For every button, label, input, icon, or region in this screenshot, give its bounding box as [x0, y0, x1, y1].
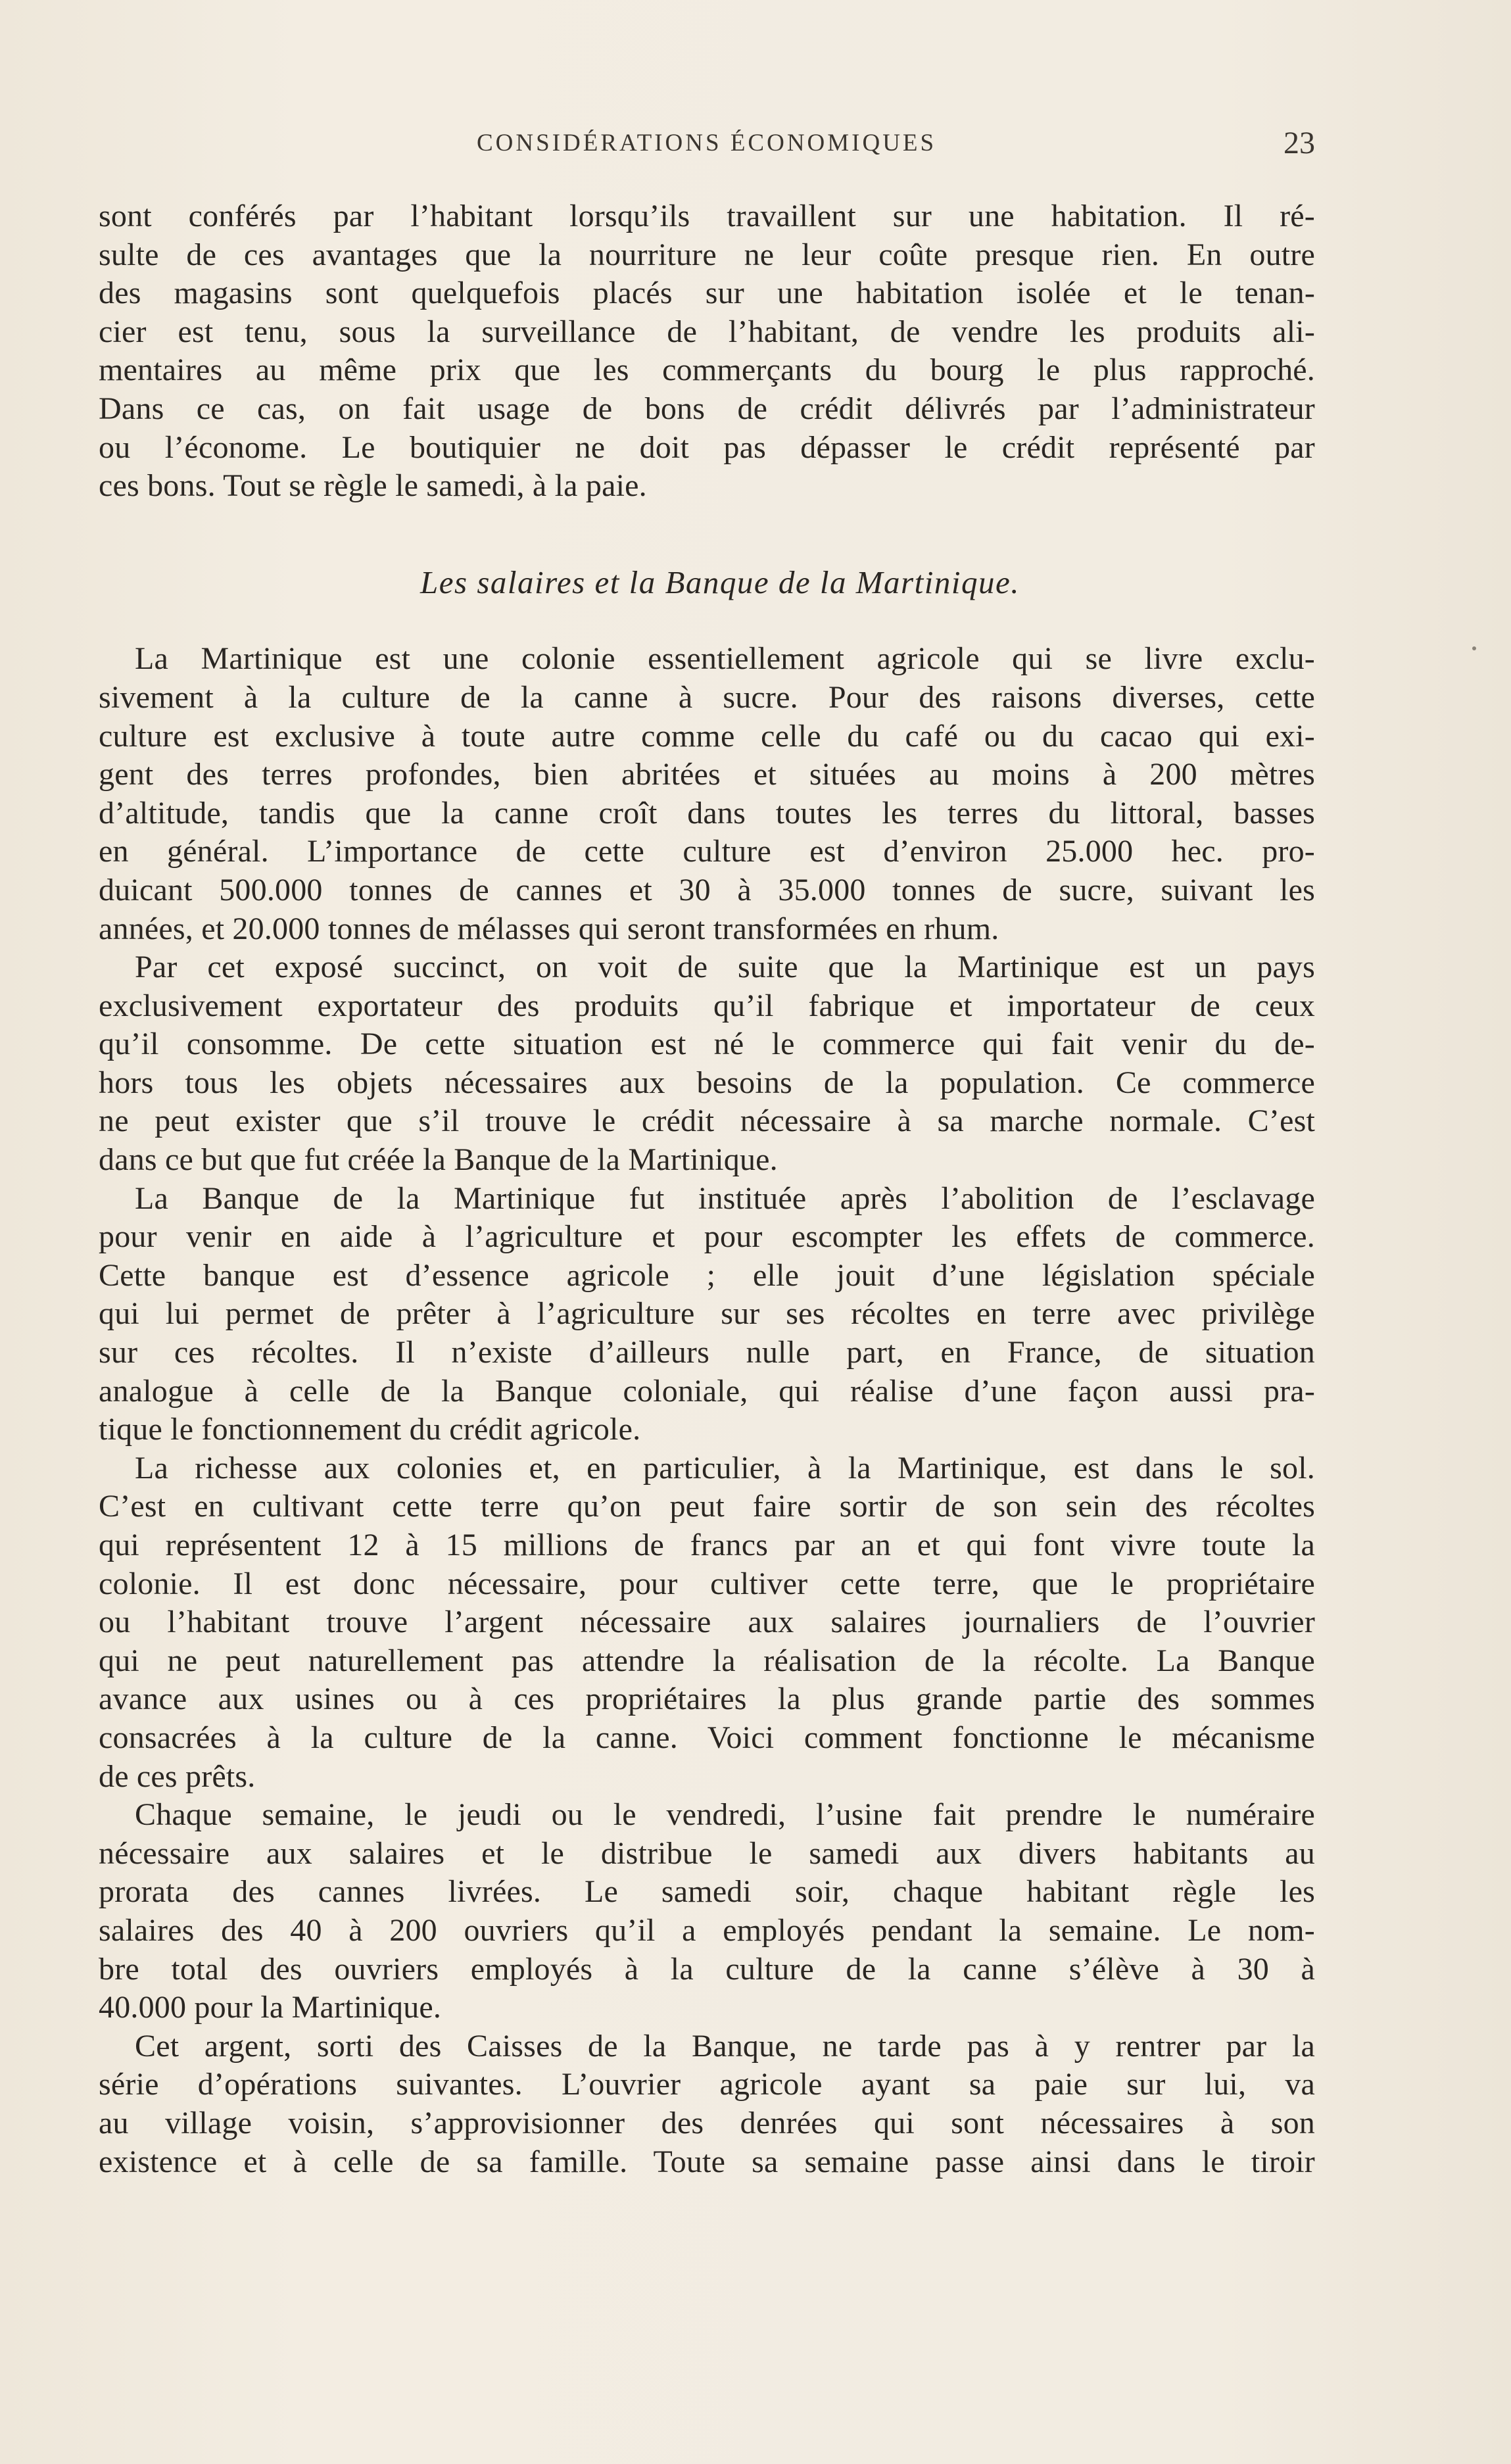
text-line: colonie. Il est donc nécessaire, pour cultiver cette terre, que le propriétaire	[99, 1566, 1315, 1601]
text-line: ou l’habitant trouve l’argent nécessaire aux salaires journaliers de l’ouvrier	[99, 1605, 1315, 1640]
paragraph-7	[99, 2027, 1315, 2181]
text-line: sivement à la culture de la canne à sucre. Pour des raisons diverses, cette	[99, 679, 1315, 715]
paragraph-6	[99, 1796, 1315, 2027]
running-title: CONSIDÉRATIONS ÉCONOMIQUES	[477, 130, 937, 157]
text-line: C’est en cultivant cette terre qu’on peut faire sortir de son sein des récoltes	[99, 1489, 1315, 1524]
text-line: nécessaire aux salaires et le distribue le samedi aux divers habitants au	[99, 1835, 1315, 1871]
text-line: Par cet exposé succinct, on voit de suite que la Martinique est un pays	[135, 950, 1315, 985]
text-line: en général. L’importance de cette culture est d’environ 25.000 hec. pro-	[99, 834, 1315, 869]
text-line: série d’opérations suivantes. L’ouvrier agricole ayant sa paie sur lui, va	[99, 2067, 1315, 2102]
text-line: hors tous les objets nécessaires aux besoins de la population. Ce commerce	[99, 1065, 1315, 1100]
text-line: ne peut exister que s’il trouve le crédit nécessaire à sa marche normale. C’est	[99, 1103, 1315, 1139]
text-line: qu’il consomme. De cette situation est né le commerce qui fait venir du de-	[99, 1027, 1315, 1062]
text-line: Chaque semaine, le jeudi ou le vendredi, l’usine fait prendre le numéraire	[135, 1797, 1315, 1833]
text-line: prorata des cannes livrées. Le samedi soir, chaque habitant règle les	[99, 1874, 1315, 1910]
text-line: Cette banque est d’essence agricole ; elle jouit d’une législation spéciale	[99, 1257, 1315, 1293]
text-line: Dans ce cas, on fait usage de bons de crédit délivrés par l’administrateur	[99, 391, 1315, 426]
text-line: des magasins sont quelquefois placés sur une habitation isolée et le tenan-	[99, 276, 1315, 311]
text-line: consacrées à la culture de la canne. Voici comment fonctionne le mécanisme	[99, 1720, 1315, 1755]
text-line: salaires des 40 à 200 ouvriers qu’il a employés pendant la semaine. Le nom-	[99, 1912, 1315, 1948]
section-title: Les salaires et la Banque de la Martinique.	[420, 564, 1020, 600]
text-line: qui lui permet de prêter à l’agriculture sur ses récoltes en terre avec privilège	[99, 1296, 1315, 1332]
text-line: mentaires au même prix que les commerçants du bourg le plus rapproché.	[99, 352, 1315, 388]
text-line: duicant 500.000 tonnes de cannes et 30 à 35.000 tonnes de sucre, suivant les	[99, 872, 1315, 907]
text-line: qui représentent 12 à 15 millions de francs par an et qui font vivre toute la	[99, 1528, 1315, 1562]
text-line: avance aux usines ou à ces propriétaires la plus grande partie des sommes	[99, 1681, 1315, 1717]
paragraph-2	[99, 640, 1315, 948]
text-line: gent des terres profondes, bien abritées et situées au moins à 200 mètres	[99, 757, 1315, 792]
text-line: dans ce but que fut créée la Banque de la Martinique.	[99, 1142, 778, 1178]
body-text	[99, 197, 1315, 2181]
text-line: de ces prêts.	[99, 1758, 256, 1794]
running-head	[99, 125, 1315, 164]
text-line: La Banque de la Martinique fut instituée après l’abolition de l’esclavage	[135, 1180, 1315, 1216]
paper-speck	[1472, 646, 1476, 650]
text-line: ces bons. Tout se règle le samedi, à la paie.	[99, 468, 647, 504]
text-line: sulte de ces avantages que la nourriture ne leur coûte presque rien. En outre	[99, 237, 1315, 272]
paragraph-5	[99, 1449, 1315, 1796]
paragraph-3	[99, 948, 1315, 1180]
text-line: sur ces récoltes. Il n’existe d’ailleurs nulle part, en France, de situation	[99, 1335, 1315, 1370]
text-line: analogue à celle de la Banque coloniale, qui réalise d’une façon aussi pra-	[99, 1373, 1315, 1409]
text-line: bre total des ouvriers employés à la culture de la canne s’élève à 30 à	[99, 1951, 1315, 1987]
text-line: pour venir en aide à l’agriculture et pour escompter les effets de commerce.	[99, 1219, 1315, 1255]
text-line: années, et 20.000 tonnes de mélasses qui seront transformées en rhum.	[99, 911, 999, 946]
text-line: ou l’économe. Le boutiquier ne doit pas dépasser le crédit représenté par	[99, 429, 1315, 465]
text-line: La Martinique est une colonie essentiellement agricole qui se livre exclu-	[135, 641, 1315, 677]
text-line: Cet argent, sorti des Caisses de la Banque, ne tarde pas à y rentrer par la	[135, 2028, 1315, 2064]
text-line: 40.000 pour la Martinique.	[99, 1990, 442, 2025]
text-line: au village voisin, s’approvisionner des denrées qui sont nécessaires à son	[99, 2105, 1315, 2140]
text-line: sont conférés par l’habitant lorsqu’ils travaillent sur une habitation. Il ré-	[99, 199, 1315, 233]
text-line: cier est tenu, sous la surveillance de l’habitant, de vendre les produits ali-	[99, 314, 1315, 349]
paragraph-4	[99, 1180, 1315, 1449]
text-line: exclusivement exportateur des produits qu’il fabrique et importateur de ceux	[99, 988, 1315, 1023]
text-line: La richesse aux colonies et, en particulier, à la Martinique, est dans le sol.	[135, 1450, 1315, 1486]
page-number: 23	[1283, 126, 1315, 160]
text-line: tique le fonctionnement du crédit agricole.	[99, 1412, 641, 1447]
text-line: existence et à celle de sa famille. Toute sa semaine passe ainsi dans le tiroir	[99, 2144, 1315, 2179]
text-line: d’altitude, tandis que la canne croît dans toutes les terres du littoral, basses	[99, 795, 1315, 831]
text-line: qui ne peut naturellement pas attendre la réalisation de la récolte. La Banque	[99, 1643, 1315, 1678]
text-line: culture est exclusive à toute autre comme celle du café ou du cacao qui exi-	[99, 718, 1315, 754]
paragraph-1	[99, 197, 1315, 506]
